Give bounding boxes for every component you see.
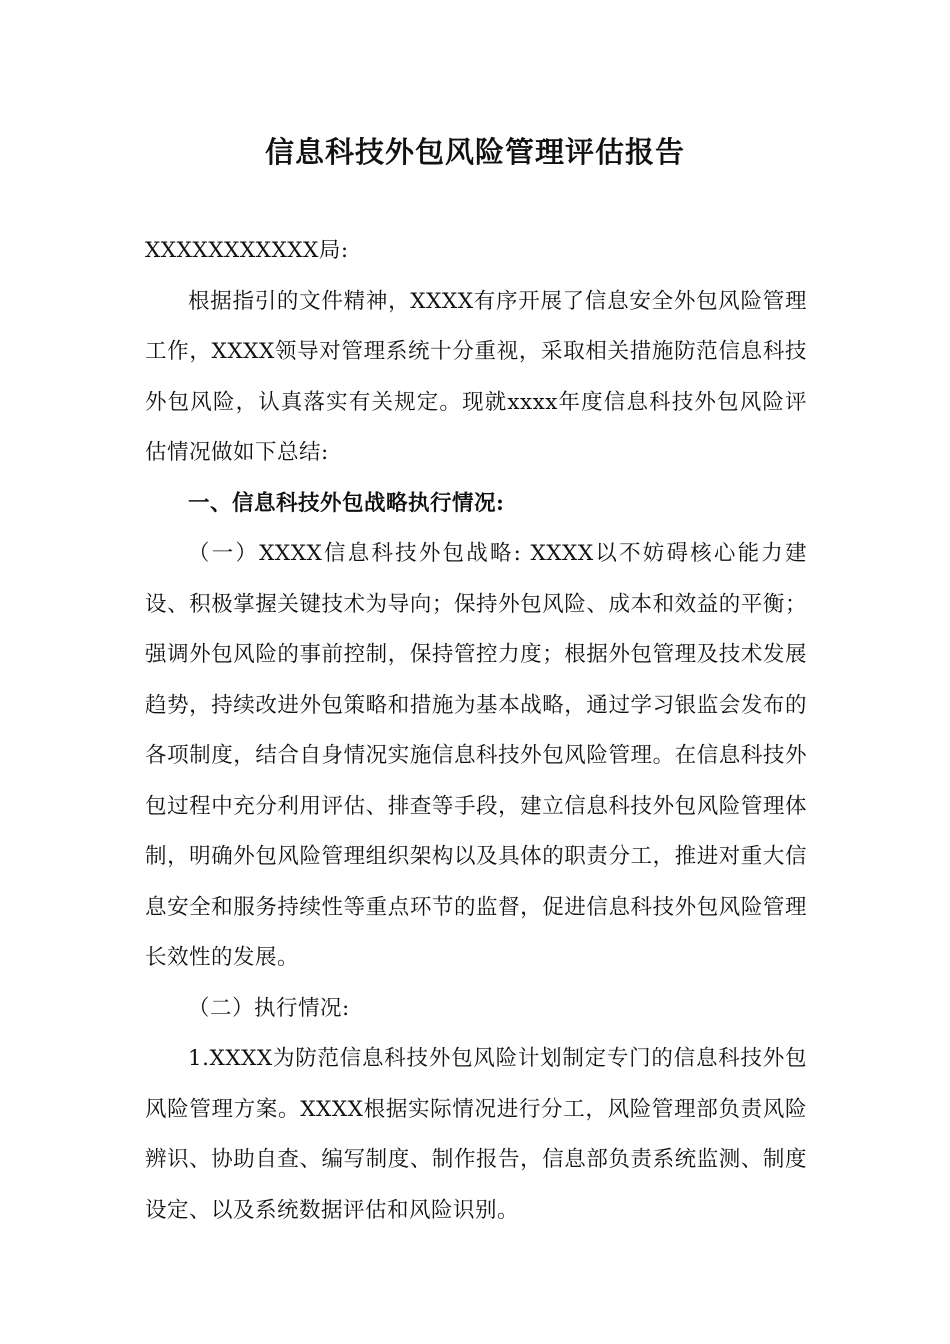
document-body bbox=[145, 226, 807, 1236]
salutation: XXXXXXXXXXX局: bbox=[145, 238, 349, 263]
intro-paragraph: 根据指引的文件精神，XXXX有序开展了信息安全外包风险管理工作，XXXX领导对管理系统十分重视，采取相关措施防范信息科技外包风险，认真落实有关规定。现就xxxx年度信息科技外包风险评估情况做如下总结: bbox=[145, 288, 807, 465]
section1-heading: 一、信息科技外包战略执行情况: bbox=[188, 490, 505, 516]
item1-paragraph: 1.XXXX为防范信息科技外包风险计划制定专门的信息科技外包风险管理方案。XXXX根据实际情况进行分工，风险管理部负责风险辨识、协助自查、编写制度、制作报告，信息部负责系统监测、制度设定、以及系统数据评估和风险识别。 bbox=[145, 1046, 807, 1223]
section1-sub1-paragraph: （一）XXXX信息科技外包战略: XXXX以不妨碍核心能力建设、积极掌握关键技术为导向；保持外包风险、成本和效益的平衡；强调外包风险的事前控制，保持管控力度；根据外包管理及技术发展趋势，持续改进外包策略和措施为基本战略，通过学习银监会发布的各项制度，结合自身情况实施信息科技外包风险管理。在信息科技外包过程中充分利用评估、排查等手段，建立信息科技外包风险管理体制，明确外包风险管理组织架构以及具体的职责分工，推进对重大信息安全和服务持续性等重点环节的监督，促进信息科技外包风险管理长效性的发展。 bbox=[145, 541, 807, 970]
document-title: 信息科技外包风险管理评估报告 bbox=[264, 135, 685, 169]
section1-sub2-heading: （二）执行情况: bbox=[188, 995, 350, 1021]
